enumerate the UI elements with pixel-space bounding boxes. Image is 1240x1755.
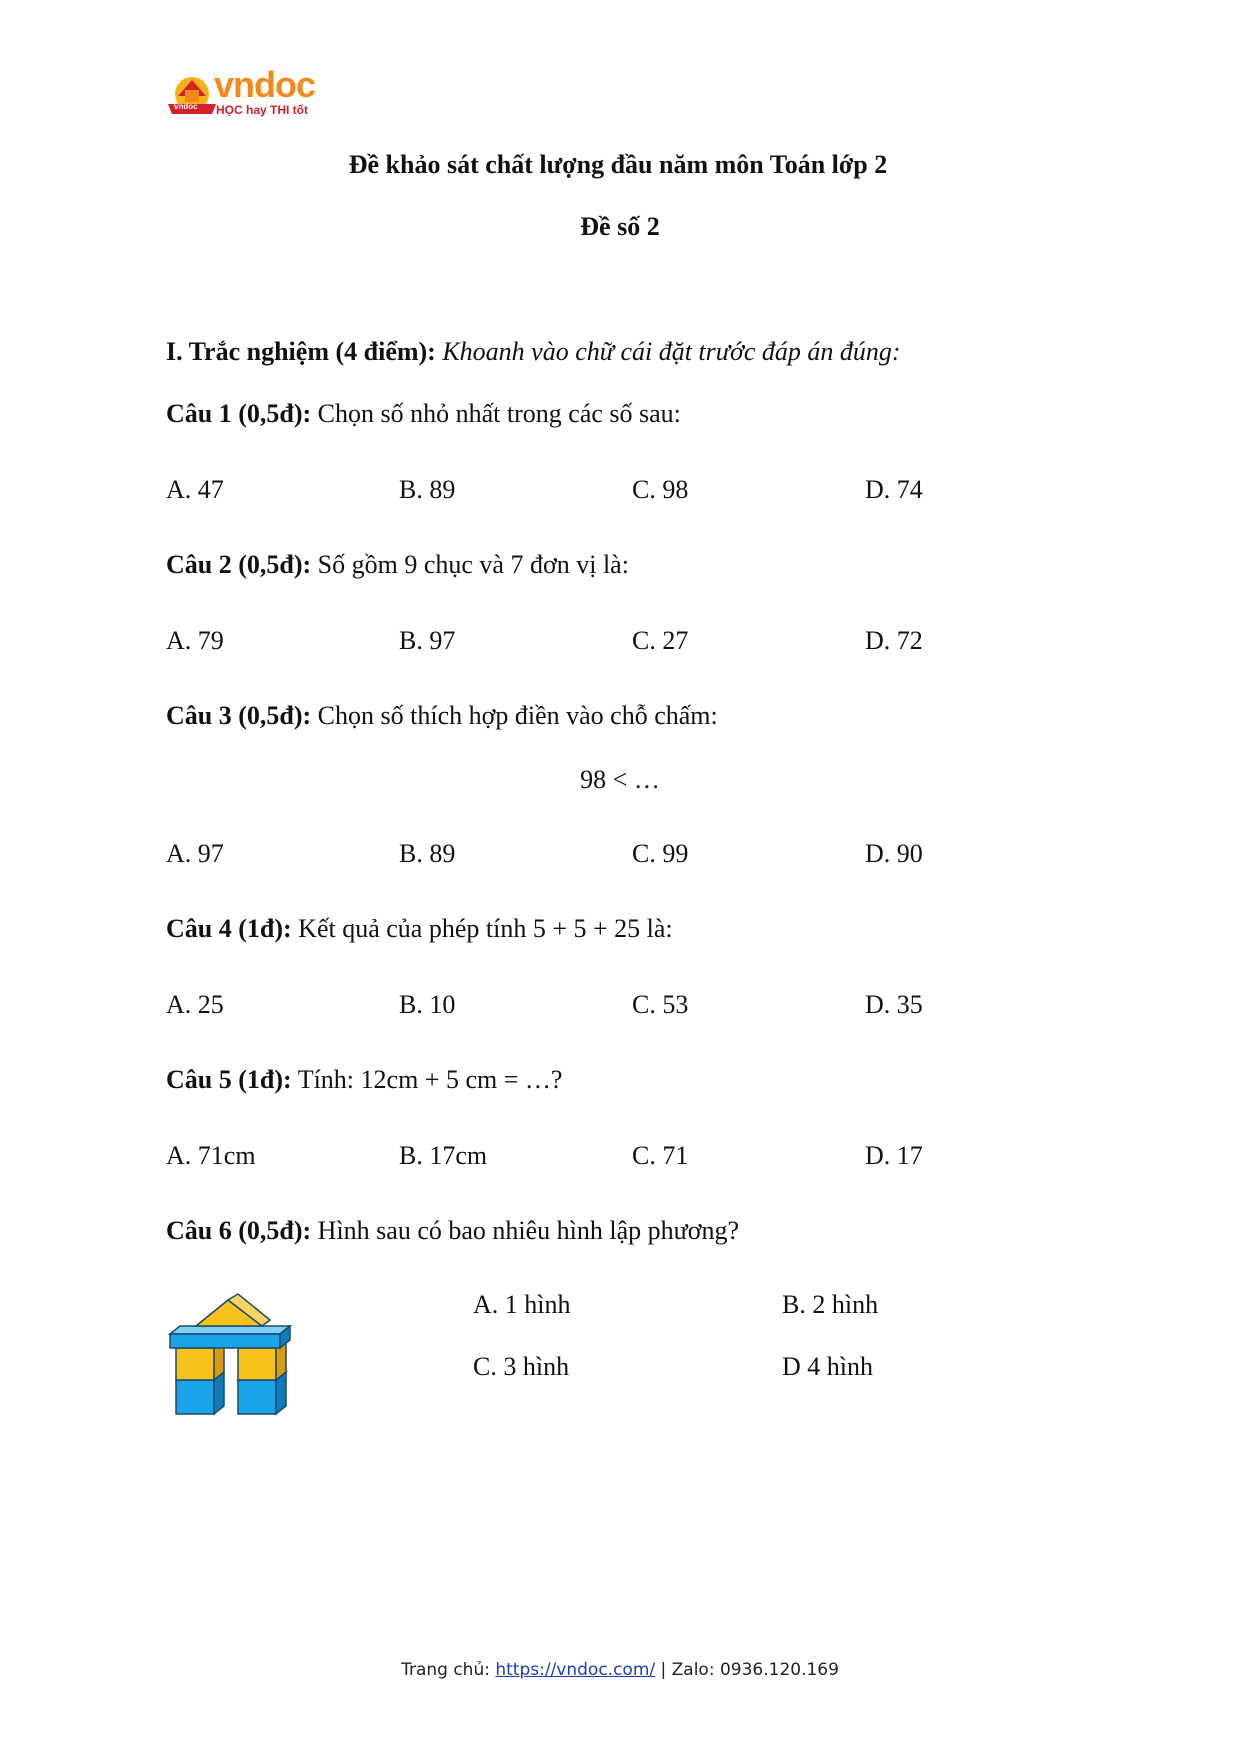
q6-option-c[interactable]: C. 3 hình: [473, 1352, 570, 1381]
q3-option-a[interactable]: A. 97: [166, 839, 224, 868]
q6-option-a[interactable]: A. 1 hình: [473, 1290, 571, 1319]
q5-option-d[interactable]: D. 17: [865, 1141, 923, 1170]
question-label: Câu 3 (0,5đ):: [166, 701, 312, 730]
q5-option-c[interactable]: C. 71: [632, 1141, 689, 1170]
q2-option-c[interactable]: C. 27: [632, 626, 689, 655]
question-5: [166, 1065, 562, 1095]
q5-option-b[interactable]: B. 17cm: [399, 1141, 488, 1170]
q3-option-d[interactable]: D. 90: [865, 839, 923, 868]
page-footer: [0, 1660, 1240, 1680]
q2-option-b[interactable]: B. 97: [399, 626, 456, 655]
section-label: I. Trắc nghiệm (4 điểm):: [166, 337, 436, 366]
question-2: [166, 550, 629, 580]
question-1: [166, 399, 681, 429]
q4-option-b[interactable]: B. 10: [399, 990, 456, 1019]
q6-option-b[interactable]: B. 2 hình: [782, 1290, 879, 1319]
question-6: [166, 1216, 739, 1246]
question-label: Câu 2 (0,5đ):: [166, 550, 312, 579]
logo-emblem-icon: [166, 70, 218, 122]
page-subtitle: Đề số 2: [580, 212, 660, 241]
question-text: Số gồm 9 chục và 7 đơn vị là:: [317, 550, 629, 579]
question-text: Kết quả của phép tính 5 + 5 + 25 là:: [298, 914, 673, 943]
q4-option-d[interactable]: D. 35: [865, 990, 923, 1019]
vndoc-logo[interactable]: [166, 64, 316, 122]
question-label: Câu 6 (0,5đ):: [166, 1216, 312, 1245]
q3-option-b[interactable]: B. 89: [399, 839, 456, 868]
q1-option-c[interactable]: C. 98: [632, 475, 689, 504]
question-text: Chọn số thích hợp điền vào chỗ chấm:: [317, 701, 718, 730]
section-instruction: Khoanh vào chữ cái đặt trước đáp án đúng:: [442, 337, 901, 366]
footer-contact: | Zalo: 0936.120.169: [655, 1660, 839, 1680]
q6-option-d[interactable]: D 4 hình: [782, 1352, 873, 1381]
logo-badge: vndoc: [174, 102, 198, 111]
q2-option-a[interactable]: A. 79: [166, 626, 224, 655]
question-4: [166, 914, 673, 944]
q4-option-c[interactable]: C. 53: [632, 990, 689, 1019]
question-text: Chọn số nhỏ nhất trong các số sau:: [317, 399, 681, 428]
q2-option-d[interactable]: D. 72: [865, 626, 923, 655]
q1-option-d[interactable]: D. 74: [865, 475, 923, 504]
section-heading: [166, 337, 901, 367]
q3-option-c[interactable]: C. 99: [632, 839, 689, 868]
q3-expression: 98 < …: [580, 765, 660, 794]
q4-option-a[interactable]: A. 25: [166, 990, 224, 1019]
footer-prefix: Trang chủ:: [401, 1660, 496, 1680]
q1-option-a[interactable]: A. 47: [166, 475, 224, 504]
question-3: [166, 701, 718, 731]
cube-blocks-figure: [166, 1290, 296, 1420]
logo-brand: vndoc: [214, 64, 316, 105]
question-label: Câu 4 (1đ):: [166, 914, 292, 943]
q5-option-a[interactable]: A. 71cm: [166, 1141, 256, 1170]
question-label: Câu 5 (1đ):: [166, 1065, 292, 1094]
page-title: Đề khảo sát chất lượng đầu năm môn Toán lớp 2: [348, 150, 888, 179]
question-label: Câu 1 (0,5đ):: [166, 399, 312, 428]
question-text: Tính: 12cm + 5 cm = …?: [297, 1065, 563, 1094]
footer-link[interactable]: https://vndoc.com/: [495, 1660, 656, 1680]
logo-tagline: HỌC hay THI tốt: [216, 103, 308, 117]
q1-option-b[interactable]: B. 89: [399, 475, 456, 504]
question-text: Hình sau có bao nhiêu hình lập phương?: [317, 1216, 740, 1245]
